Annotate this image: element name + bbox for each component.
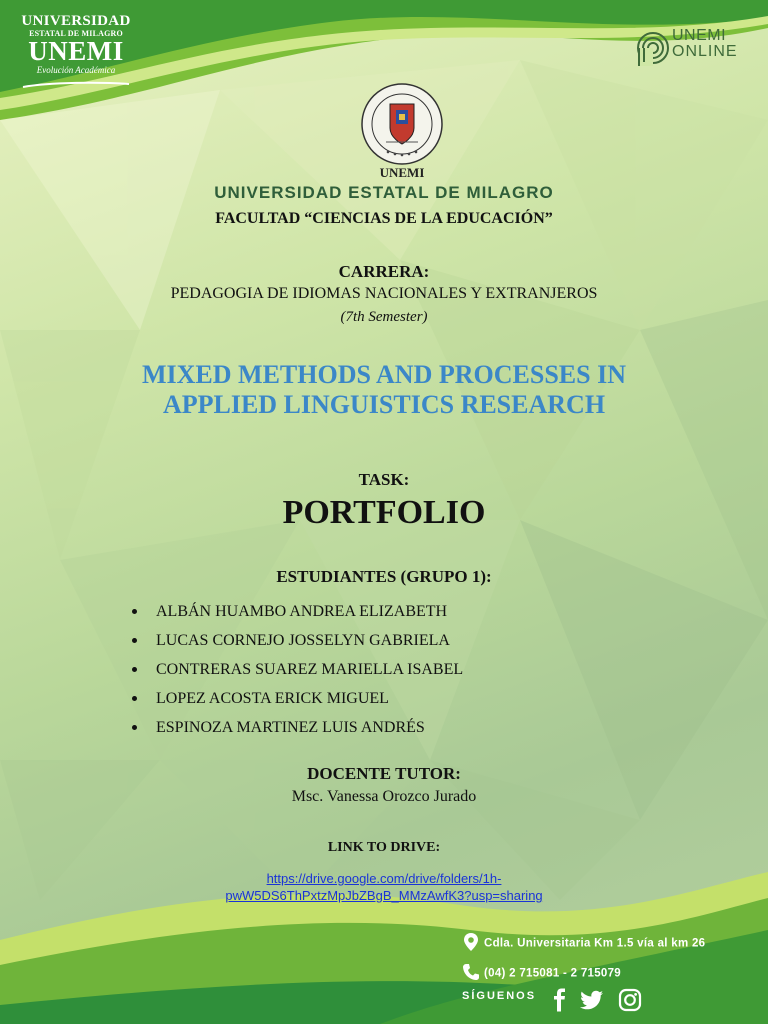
online-logo-online: ONLINE [672,43,738,60]
logo-tagline: Evolución Académica [36,65,116,75]
student-item: CONTRERAS SUAREZ MARIELLA ISABEL [130,655,463,684]
semester-label: (7th Semester) [340,309,428,325]
online-logo-unemi: UNEMI [672,27,727,44]
drive-link-line-1[interactable]: https://drive.google.com/drive/folders/1h- [266,871,502,886]
task-value: PORTFOLIO [282,494,486,531]
phone-text: (04) 2 715081 - 2 715079 [484,967,621,980]
unemi-online-logo [636,26,756,70]
faculty-name: FACULTAD “CIENCIAS DE LA EDUCACIÓN” [215,210,553,227]
instagram-icon[interactable] [618,988,642,1012]
students-heading: ESTUDIANTES (GRUPO 1): [276,567,492,586]
twitter-icon[interactable] [580,988,604,1012]
student-item: ALBÁN HUAMBO ANDREA ELIZABETH [130,597,463,626]
logo-estatal-text: ESTATAL DE MILAGRO [29,29,123,38]
document-title [0,360,768,420]
facebook-icon[interactable] [548,988,572,1012]
university-name: UNIVERSIDAD ESTATAL DE MILAGRO [214,183,554,202]
footer-address [462,932,705,955]
university-seal [358,82,446,180]
students-list [130,597,463,742]
unemi-logo [16,14,136,94]
student-item: ESPINOZA MARTINEZ LUIS ANDRÉS [130,713,463,742]
footer-phone [462,963,621,984]
title-line-1: MIXED METHODS AND PROCESSES IN [142,360,626,389]
address-text: Cdla. Universitaria Km 1.5 vía al km 26 [484,937,706,950]
carrera-value: PEDAGOGIA DE IDIOMAS NACIONALES Y EXTRANJEROS [170,285,598,302]
drive-link-line-2[interactable]: pwW5DS6ThPxtzMpJbZBgB_MMzAwfK3?usp=sharing [225,888,543,903]
task-heading: TASK: [358,470,410,489]
online-logo-mark [636,26,670,70]
logo-university-text: UNIVERSIDAD [21,13,131,29]
student-item: LOPEZ ACOSTA ERICK MIGUEL [130,684,463,713]
seal-label: UNEMI [379,165,425,180]
follow-us-label: SÍGUENOS [462,990,537,1002]
carrera-heading: CARRERA: [338,262,430,281]
location-pin-icon [462,932,484,955]
student-item: LUCAS CORNEJO JOSSELYN GABRIELA [130,626,463,655]
logo-unemi-text: UNEMI [28,36,124,66]
phone-icon [462,963,484,984]
tutor-heading: DOCENTE TUTOR: [307,764,461,783]
tutor-name: Msc. Vanessa Orozco Jurado [291,788,477,805]
title-line-2: APPLIED LINGUISTICS RESEARCH [162,390,606,419]
drive-link[interactable] [0,870,768,904]
logo-swoosh [21,81,131,89]
drive-link-heading: LINK TO DRIVE: [327,840,441,855]
